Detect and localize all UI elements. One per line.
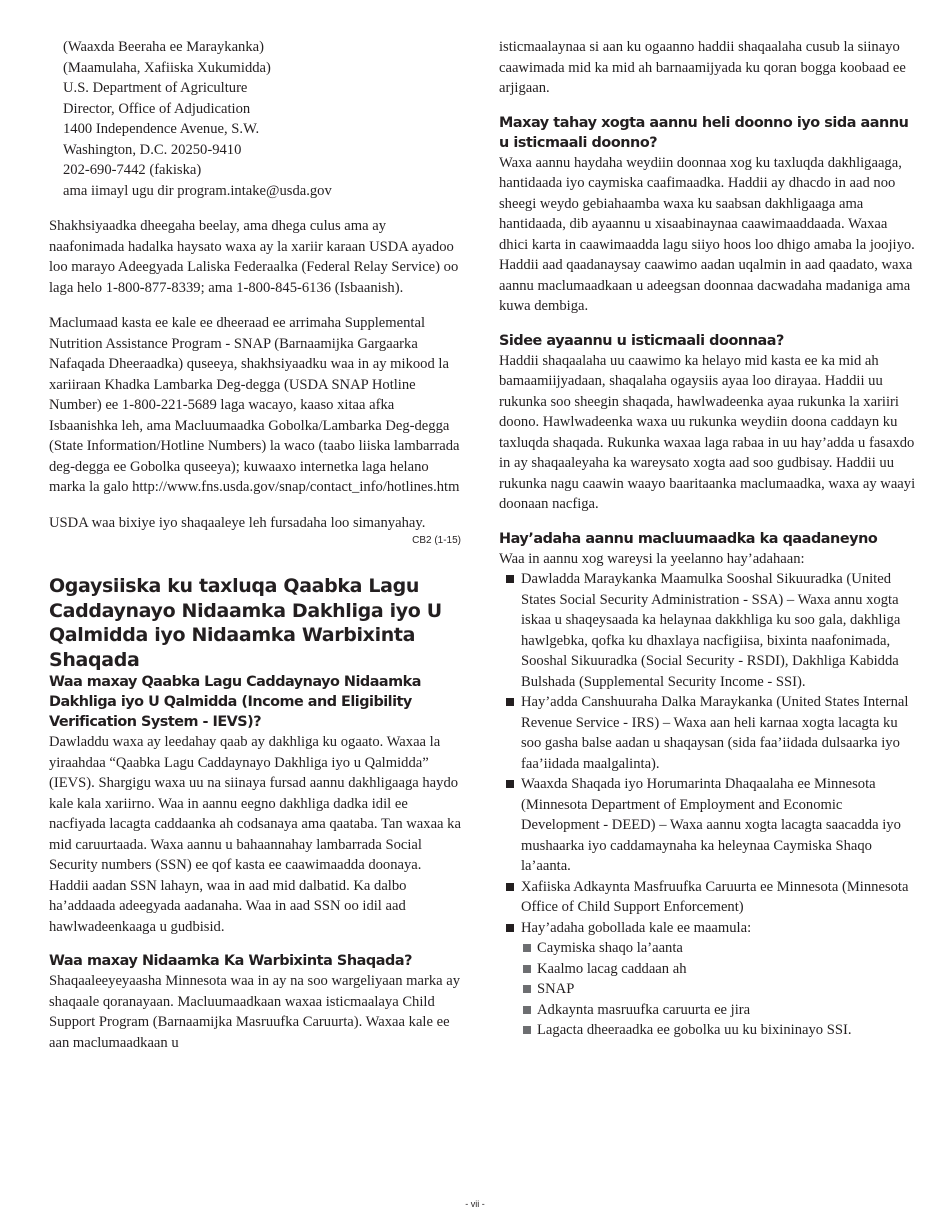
address-line: (Waaxda Beeraha ee Maraykanka) <box>63 39 264 55</box>
list-item-label: Hay’adaha gobollada kale ee maamula: <box>521 919 752 936</box>
section-title: Ogaysiiska ku taxluqa Qaabka Lagu Caddaynayo Nidaamka Dakhliga iyo U Qalmidda iyo Nidaamka Warbixinta Shaqada <box>49 575 442 671</box>
address-line: Washington, D.C. 20250-9410 <box>63 141 242 158</box>
address-line: U.S. Department of Agriculture <box>63 80 248 96</box>
address-line: ama iimayl ugu dir program.intake@usda.gov <box>63 182 332 199</box>
address-line: 1400 Independence Avenue, S.W. <box>63 121 260 137</box>
sub-list-item: Adkaynta masruufka caruurta ee jira <box>521 1000 917 1021</box>
data-use-heading: Maxay tahay xogta aannu heli doonno iyo sida aannu u isticmaali doonno? <box>499 114 909 151</box>
agencies-heading: Hay’adaha aannu macluumaadka ka qaadaneyno <box>499 530 878 547</box>
list-item: Dawladda Maraykanka Maamulka Sooshal Sikuuradka (United States Social Security Administration - SSA) – Waxa annu xogta iskaa u shaqeysaada ka helaynaa dakkhliga ku soo gala, dakhliga hawlgebka, qofka ku dhaxlaya nacfigiisa, bixinta naafonimada, Sooshal Sikuuradka (Social Security - RSDI), Dakhliga Kabidda Bulshada (Supplemental Security Income - SSI). <box>499 569 917 692</box>
right-column <box>499 37 917 1041</box>
ievs-paragraph: Dawladdu waxa ay leedahay qaab ay dakhliga ku ogaato. Waxaa la yiraahdaa “Qaabka Lagu Caddaynayo Dakhliga iyo u Qalmidda” (IEVS). Shargigu waxa uu na siinaya fursad aannu dakhligaaga haydo kale kala xariirno. Waa in aannu eegno dakhliga dadka idil ee nacfiyada lacagta caddaanka ah codsanaya ama qaataba. Tan waxaa ka mid caruurtaada. Waxa aannu u bahaannahay lambarrada Social Security numbers (SSN) ee qof kasta ee caawimaadda doonaya. Haddii aadan SSN lahayn, waa in aad mid dalbatid. Ka dalbo ha’addaada adeegyada aadanaha. Waa in aad SSN oo idil aad hawlwadeenkaaga u gudbisid. <box>49 734 461 935</box>
mailing-address <box>63 37 461 201</box>
snap-hotline-paragraph: Maclumaad kasta ee kale ee dheeraad ee arrimaha Supplemental Nutrition Assistance Program - SNAP (Barnaamijka Gargaarka Nafaqada Dheeraadka) quseeya, shakhsiyaadku waa in ay mikood la xariiraan Khadka Lambarka Deg-degga (USDA SNAP Hotline Number) ee 1-800-221-5689 laga wacayo, kaaso xitaa afka Isbaanishka leh, ama Macluumaadka Gobolka/Lambarka Deg-degga (State Information/Hotline Numbers) la waco (taabo liiska lambarrada deg-degga ee Gobolka quseeya); kuwaaxo internetka laga helano marka la galo http://www.fns.usda.gov/snap/contact_info/hotlines.htm <box>49 315 460 495</box>
sub-list-item: Lagacta dheeraadka ee gobolka uu ku bixininayo SSI. <box>521 1020 917 1041</box>
list-item: Hay’adda Canshuuraha Dalka Maraykanka (United States Internal Revenue Service - IRS) – Waxa aan heli karnaa xogta lacagta ku soo gasha balse aadan u shaqaysan (sida faa’iidada dulsaarka iyo faa’iidada maalgalinta). <box>499 692 917 774</box>
how-used-heading: Sidee ayaannu u isticmaali doonnaa? <box>499 332 784 349</box>
page-number: - vii - <box>465 1199 485 1209</box>
form-code: CB2 (1-15) <box>412 535 461 546</box>
address-line: 202-690-7442 (fakiska) <box>63 162 202 178</box>
sub-list-item: SNAP <box>521 979 917 1000</box>
list-item: Xafiiska Adkaynta Masfruufka Caruurta ee Minnesota (Minnesota Office of Child Support Enforcement) <box>499 877 917 918</box>
how-used-paragraph: Haddii shaqaalaha uu caawimo ka helayo mid kasta ee ka mid ah bamaamiijyadaan, shaqalaha ogaysiis ayaa loo dirayaa. Haddii uu rukunka soo sheegin shaqada, hawlwadeenka ayaa rukunka la xariiri doono. Hawlwadeenka waxa uu rukunka weydiin doona caddayn ku taxluqda shaqada. Rukunka waxaa laga rabaa in uu hay’adda u fasaxdo in ay shaqaaleyaha ka wareysato xogta aad soo gudbisay. Haddii uu rukunka nagu caawin waayo baaritaanka maclumaadka, waxa ay waayi doonaan nacfiga. <box>499 352 916 512</box>
left-column <box>49 37 461 1053</box>
agencies-intro: Waa in aannu xog wareysi la yeelanno hay’adahaan: <box>499 550 805 567</box>
relay-service-paragraph: Shakhsiyaadka dheegaha beelay, ama dhega culus ama ay naafonimada hadalka haysato waxa ay la xariir karaan USDA ayadoo loo marayo Adeegyada Laliska Federaalka (Federal Relay Service) oo laga helo 1-800-877-8339; ama 1-800-845-6136 (Isbaanish). <box>49 218 459 296</box>
equal-opportunity-paragraph: USDA waa bixiye iyo shaqaaleye leh fursadaha loo simanyahay. <box>49 514 426 531</box>
address-line: Director, Office of Adjudication <box>63 100 251 117</box>
list-item <box>499 918 917 1041</box>
sub-list-item: Kaalmo lacag caddaan ah <box>521 959 917 980</box>
data-use-paragraph: Waxa aannu haydaha weydiin doonnaa xog ku taxluqda dakhligaaga, hantidaada iyo caymiska caafimaadka. Haddii ay dhacdo in aad noo sheegi weydo gebiahaamba waxa ku saabsan dakhligaaga ama hantidaada, dib ayaannu u xisaabinaynaa caawimaaddaada. Waxaa dhici karta in caawimaadda lagu siiyo hoos loo dhigo amaba la joojiyo. Haddii aad qaadanaysay caawimo aadan uqalmin in aad qaadato, waxa aannu maclumaadkaan u adeegsan doonnaa dacwadaha madaniga ama kuwa dembiga. <box>499 154 915 314</box>
work-reporting-heading: Waa maxay Nidaamka Ka Warbixinta Shaqada? <box>49 953 412 969</box>
ievs-question-heading: Waa maxay Qaabka Lagu Caddaynayo Nidaamka Dakhliga iyo U Qalmidda (Income and Eligibility Verification System - IEVS)? <box>49 674 421 730</box>
work-reporting-paragraph: Shaqaaleeyeyaasha Minnesota waa in ay na soo wargeliyaan marka ay shaqaale qoranayaan. Macluumaadkaan waxaa isticmaalaya Child Support Program (Barnaamijka Masruufka Caruurta). Waxaa kale ee aan maclumaadkaan u <box>49 973 461 1051</box>
address-line: (Maamulaha, Xafiiska Xukumidda) <box>63 59 271 76</box>
list-item: Waaxda Shaqada iyo Horumarinta Dhaqaalaha ee Minnesota (Minnesota Department of Employment and Economic Development - DEED) – Waxa aannu xogta lacagta saacadda iyo mushaarka iyo caddamaynaha ka heleynaa Caymiska Shaqo la’aanta. <box>499 774 917 877</box>
sub-list <box>521 938 917 1041</box>
agencies-list <box>499 569 917 1041</box>
continued-paragraph: isticmaalaynaa si aan ku ogaanno haddii shaqaalaha cusub la siinayo caawimada mid ka mid ah barnaamijyada ku qoran bogga koobaad ee arjigaan. <box>499 39 906 96</box>
sub-list-item: Caymiska shaqo la’aanta <box>521 938 917 959</box>
